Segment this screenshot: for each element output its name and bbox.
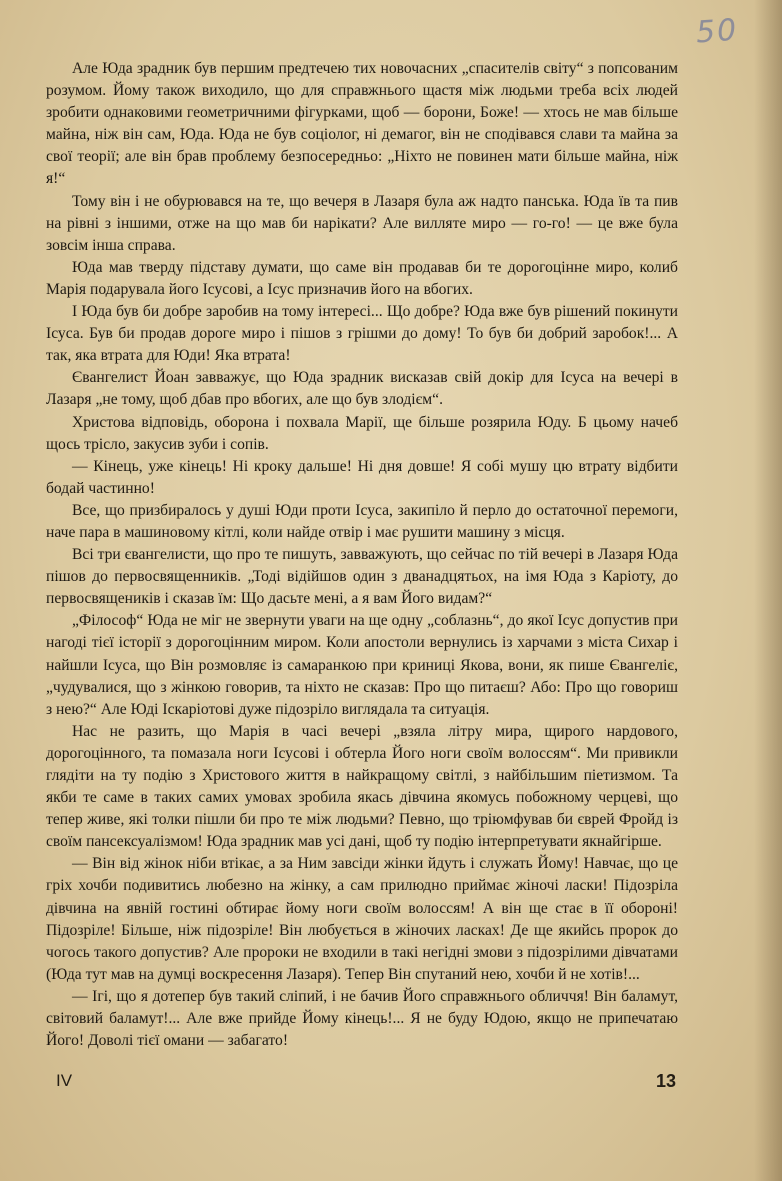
paragraph: І Юда був би добре заробив на тому інтересі... Що добре? Юда вже був рішений покинути Ісуса. Був би продав дороге миро і пішов з грішми до дому! То був би добрий заробок!... А так, яка втрата для Юди! Яка втрата! bbox=[46, 303, 678, 365]
paragraph: — Кінець, уже кінець! Ні кроку дальше! Ні дня довше! Я собі мушу цю втрату відбити бодай частинно! bbox=[46, 457, 678, 497]
paragraph: Але Юда зрадник був першим предтечею тих новочасних „спасителів світу“ з попсованим розумом. Йому також виходило, що для справжнього щастя між людьми треба всіх людей зробити однаковими геометричними фігурками, щоб — борони, Боже! — хтось не мав більше майна, ніж він сам, Юда. Юда не був соціолог, ні демагог, він не сподівався слави та майна за свої теорії; але він брав проблему безпосередньо: „Ніхто не повинен мати більше майна, ніж я!“ bbox=[46, 60, 678, 188]
page-edge-shadow bbox=[754, 0, 782, 1181]
paragraph: Тому він і не обурювався на те, що вечеря в Лазаря була аж надто панська. Юда їв та пив на рівні з іншими, отже на що мав би нарікати? Але вилляте миро — го-го! — це вже була зовсім інша справа. bbox=[46, 192, 678, 254]
paragraph: „Філософ“ Юда не міг не звернути уваги на ще одну „соблазнь“, до якої Ісус допустив при нагоді тієї історії з дорогоцінним миром. Коли апостоли вернулись із харчами з міста Сихар і найшли Ісуса, що Він розмовляє із самаранкою при криниці Якова, вони, як пише Євангеліє, „чудувалися, що з жінкою говорив, та ніхто не сказав: Про що питаєш? Або: Про що говориш з нею?“ Але Юді Іскаріотові дуже підозріло виглядала та ситуація. bbox=[46, 612, 678, 718]
paragraph: Євангелист Йоан завважує, що Юда зрадник висказав свій докір для Ісуса на вечері в Лазаря „не тому, щоб дбав про вбогих, але що був злодієм“. bbox=[46, 369, 678, 409]
paragraph: Всі три євангелисти, що про те пишуть, завважують, що сейчас по тій вечері в Лазаря Юда пішов до первосвященників. „Тоді відійшов один з дванадцятьох, на імя Юда з Каріоту, до первосвящеників і сказав їм: Що дасьте мені, а я вам Його видам?“ bbox=[46, 546, 678, 608]
paragraph: — Він від жінок ніби втікає, а за Ним завсіди жінки йдуть і служать Йому! Навчає, що це гріх хочби подивитись любезно на жінку, а сам прилюдно приймає жіночі ласки! Підозріла дівчина на явній гостині обтирає йому ноги своїм волоссям! А він ще стає в її обороні! Підозріле! Більше, ніж підозріле! Він любується в жіночих ласках! Де ще якийсь пророк до чогось такого допустив? Але пророки не входили в такі негідні змови з підозрілими дівчатами (Юда тут мав на думці воскресення Лазаря). Тепер Він спутаний нею, хочби й не хотів!... bbox=[46, 855, 678, 983]
paragraph: — Ігі, що я дотепер був такий сліпий, і не бачив Його справжнього обличчя! Він баламут, світовий баламут!... Але вже прийде Йому кінець!... Я не буду Юдою, якщо не припечатаю Його! Доволі тієї омани — забагато! bbox=[46, 987, 678, 1050]
body-text bbox=[46, 58, 678, 1052]
paragraph: Нас не разить, що Марія в часі вечері „взяла літру мира, щирого нардового, дорогоцінного, та помазала ноги Ісусові і обтерла Його ноги своїм волоссям“. Ми привикли глядіти на ту подію з Христового життя в найкращому світлі, з найбільшим піетизмом. Та якби те саме в таких самих умовах зробила якась дівчина якомусь побожному черцеві, що тепер живе, які толки пішли би про те між людьми? Певно, що тріюмфував би єврей Фройд із своїм пансексуалізмом! Юда зрадник мав усі дані, щоб ту подію інтерпретувати якнайгірше. bbox=[46, 722, 678, 851]
paragraph: Христова відповідь, оборона і похвала Марії, ще більше розярила Юду. Б цьому начеб щось трісло, закусив зуби і сопів. bbox=[46, 413, 678, 453]
page-number: 13 bbox=[656, 1071, 677, 1091]
signature-mark: IV bbox=[56, 1071, 73, 1090]
handwritten-page-note: 50 bbox=[694, 12, 740, 51]
paragraph: Все, що призбиралось у душі Юди проти Ісуса, закипіло й перло до остаточної перемоги, наче пара в машиновому кітлі, коли найде отвір і має рушити машину з місця. bbox=[46, 501, 678, 541]
paragraph: Юда мав тверду підставу думати, що саме він продавав би те дорогоцінне миро, колиб Марія подарувала його Ісусові, а Ісус призначив його на вбогих. bbox=[46, 258, 678, 298]
